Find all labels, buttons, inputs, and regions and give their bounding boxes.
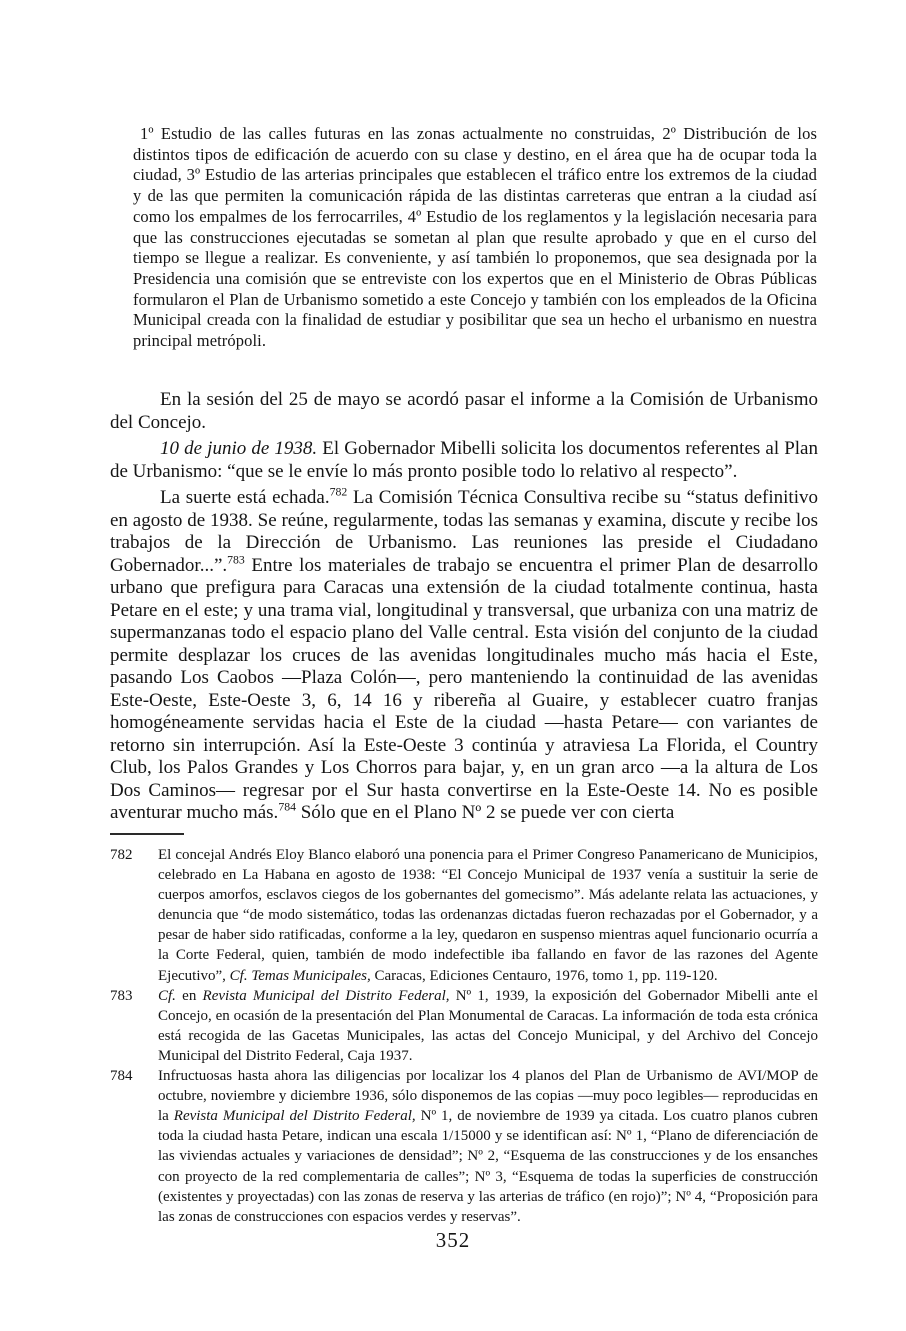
footnote-784 bbox=[110, 1066, 818, 1227]
footnote-separator-rule bbox=[110, 833, 184, 835]
footnote-number: 782 bbox=[110, 847, 133, 863]
footnote-text: Infructuosas hasta ahora las diligencias por localizar los 4 planos del Plan de Urbanismo de AVI/MOP de octubre, noviembre y diciembre 1936, sólo disponemos de las copias —muy poco legibles— reproducidas en la Revista Municipal del Distrito Federal, Nº 1, de noviembre de 1939 ya citada. Los cuatro planos cubren toda la ciudad hasta Petare, indican una escala 1/15000 y se identifican así: Nº 1, “Plano de diferenciación de las viviendas actuales y variaciones de densidad”; Nº 2, “Esquema de las construcciones y de los ensanches con proyecto de la red complementaria de calles”; Nº 3, “Esquema de todas la superficies de construcción (existentes y proyectadas) con las zonas de reserva y las arterias de tráfico (en rojo)”; Nº 4, “Proposición para las zonas de construcciones con espacios verdes y reservas”. bbox=[158, 1068, 818, 1225]
footnotes-section bbox=[110, 845, 818, 1227]
paragraph-june-10: 10 de junio de 1938. El Gobernador Mibelli solicita los documentos referentes al Plan de Urbanismo: “que se le envíe lo más pronto posible todo lo relativo al respecto”. bbox=[110, 438, 818, 482]
footnote-number: 783 bbox=[110, 987, 133, 1004]
body-text bbox=[110, 389, 818, 825]
footnote-782 bbox=[110, 845, 818, 986]
paragraph-technical-commission: La suerte está echada.$^{782}$ La Comisión Técnica Consultiva recibe su “status definitivo en agosto de 1938. Se reúne, regularmente, todas las semanas y examina, discute y recibe los trabajos de la Dirección de Urbanismo. Las reuniones las preside el Ciudadano Gobernador...”.$^{783}$ Entre los materiales de trabajo se encuentra el primer Plan de desarrollo urbano que prefigura para Caracas una extensión de la ciudad totalmente continua, hasta Petare en el este; y una trama vial, longitudinal y transversal, que urbaniza con una matriz de supermanzanas todo el espacio plano del Valle central. Esta visión del conjunto de la ciudad permite desplazar los cruces de las avenidas longitudinales mucho más hacia el Este, pasando Los Caobos —Plaza Colón—, pero manteniendo la continuidad de las avenidas Este-Oeste, Este-Oeste 3, 6, 14 16 y ribereña al Guaire, y establecer cuatro franjas homogéneamente servidas hacia el Este de la ciudad —hasta Petare— con variantes de retorno sin interrupción. Así la Este-Oeste 3 continúa y atraviesa La Florida, el Country Club, los Palos Grandes y Los Chorros para bajar, y, en un gran arco —a la altura de Los Dos Caminos— regresar por el Sur hasta convertirse en la Este-Oeste 14. No es posible aventurar mucho más.$^{784}$ Sólo que en el Plano Nº 2 se puede ver con cierta bbox=[110, 485, 818, 823]
footnote-783 bbox=[110, 986, 818, 1066]
footnote-number: 784 bbox=[110, 1068, 133, 1085]
page-number: 352 bbox=[435, 1228, 471, 1252]
paragraph-session-may: En la sesión del 25 de mayo se acordó pasar el informe a la Comisión de Urbanismo del Concejo. bbox=[110, 389, 818, 433]
block-quote: 1º Estudio de las calles futuras en las zonas actualmente no construidas, 2º Distribución de los distintos tipos de edificación de acuerdo con su clase y destino, en el área que ha de ocupar toda la ciudad, 3º Estudio de las arterias principales que establecen el tráfico entre los extremos de la ciudad y de las que permiten la comunicación rápida de las distintas carreteras que entran a la ciudad así como los empalmes de los ferrocarriles, 4º Estudio de los reglamentos y la legislación necesaria para que las construcciones ejecutadas se sometan al plan que resulte aprobado y que en el curso del tiempo se llegue a realizar. Es conveniente, y así también lo proponemos, que sea designada por la Presidencia una comisión que se entreviste con los expertos que en el Ministerio de Obras Públicas formularon el Plan de Urbanismo sometido a este Concejo y también con los empleados de la Oficina Municipal creada con la finalidad de estudiar y posibilitar que sea un hecho el urbanismo en nuestra principal metrópoli. bbox=[133, 124, 817, 351]
footnote-text: El concejal Andrés Eloy Blanco elaboró una ponencia para el Primer Congreso Panamericano de Municipios, celebrado en La Habana en agosto de 1938: “El Concejo Municipal de 1937 venía a sustituir la serie de cuerpos amorfos, esclavos ciegos de los gobernantes del gomecismo”. Más adelante relata las actuaciones, y denuncia que “de modo sistemático, todas las ordenanzas dictadas fueron rechazadas por el Gobernador, y a pesar de haber sido ratificadas, conforme a la ley, quedaron en suspenso mientras aquel funcionario ocurría a la Corte Federal, quien, también de modo indefectible iba fallando en favor de las razones del Agente Ejecutivo”, Cf. Temas Municipales, Caracas, Ediciones Centauro, 1976, tomo 1, pp. 119-120. bbox=[158, 847, 818, 984]
footnote-text: Cf. en Revista Municipal del Distrito Federal, Nº 1, 1939, la exposición del Gobernador Mibelli ante el Concejo, en ocasión de la presentación del Plan Monumental de Caracas. La información de toda esta crónica está recogida de las Gacetas Municipales, las actas del Concejo Municipal, y del Archivo del Concejo Municipal del Distrito Federal, Caja 1937. bbox=[158, 987, 818, 1064]
